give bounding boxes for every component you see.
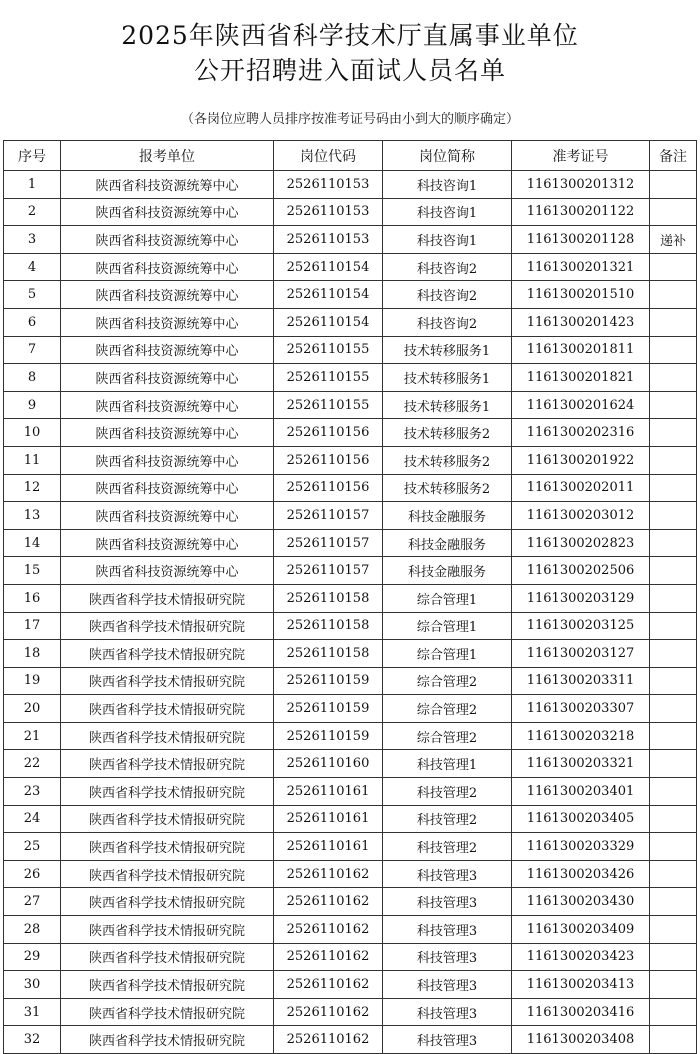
cell-unit: 陕西省科学技术情报研究院 [61, 805, 274, 833]
table-row [4, 943, 697, 971]
table-row [4, 281, 697, 309]
cell-seq: 30 [4, 971, 61, 999]
table-row [4, 502, 697, 530]
cell-post-code: 2526110158 [274, 640, 383, 668]
cell-seq: 27 [4, 888, 61, 916]
cell-post-code: 2526110156 [274, 446, 383, 474]
cell-post-name: 科技咨询2 [383, 281, 512, 309]
cell-remark [650, 640, 697, 668]
cell-exam-number: 1161300201321 [512, 253, 650, 281]
cell-seq: 3 [4, 226, 61, 254]
cell-post-name: 技术转移服务2 [383, 474, 512, 502]
table-row [4, 226, 697, 254]
cell-post-code: 2526110162 [274, 888, 383, 916]
cell-remark [650, 336, 697, 364]
table-row [4, 805, 697, 833]
table-row [4, 391, 697, 419]
cell-post-code: 2526110161 [274, 833, 383, 861]
cell-exam-number: 1161300201423 [512, 308, 650, 336]
cell-unit: 陕西省科学技术情报研究院 [61, 943, 274, 971]
cell-post-name: 科技管理3 [383, 916, 512, 944]
cell-unit: 陕西省科学技术情报研究院 [61, 1026, 274, 1054]
cell-remark [650, 419, 697, 447]
cell-post-name: 科技管理3 [383, 1026, 512, 1054]
cell-unit: 陕西省科学技术情报研究院 [61, 916, 274, 944]
cell-remark [650, 722, 697, 750]
cell-seq: 1 [4, 171, 61, 199]
cell-post-code: 2526110157 [274, 557, 383, 585]
cell-post-code: 2526110153 [274, 171, 383, 199]
cell-seq: 32 [4, 1026, 61, 1054]
table-row [4, 971, 697, 999]
cell-post-name: 综合管理1 [383, 612, 512, 640]
title-line-1: 2025年陕西省科学技术厅直属事业单位 [121, 21, 579, 50]
cell-seq: 13 [4, 502, 61, 530]
cell-post-code: 2526110162 [274, 943, 383, 971]
table-row [4, 364, 697, 392]
cell-post-name: 综合管理2 [383, 695, 512, 723]
cell-exam-number: 1161300201811 [512, 336, 650, 364]
cell-post-code: 2526110162 [274, 916, 383, 944]
cell-post-name: 科技管理2 [383, 833, 512, 861]
cell-exam-number: 1161300203430 [512, 888, 650, 916]
cell-unit: 陕西省科学技术情报研究院 [61, 888, 274, 916]
table-row [4, 446, 697, 474]
table-row [4, 308, 697, 336]
cell-post-name: 综合管理2 [383, 722, 512, 750]
cell-unit: 陕西省科学技术情报研究院 [61, 584, 274, 612]
cell-remark [650, 750, 697, 778]
cell-remark [650, 778, 697, 806]
cell-unit: 陕西省科学技术情报研究院 [61, 640, 274, 668]
table-row [4, 529, 697, 557]
cell-remark [650, 833, 697, 861]
cell-remark [650, 971, 697, 999]
table-row [4, 253, 697, 281]
cell-post-name: 科技管理3 [383, 943, 512, 971]
cell-remark [650, 1026, 697, 1054]
cell-remark [650, 502, 697, 530]
cell-seq: 20 [4, 695, 61, 723]
subtitle-note: （各岗位应聘人员排序按准考证号码由小到大的顺序确定） [180, 112, 519, 127]
cell-post-code: 2526110156 [274, 474, 383, 502]
cell-exam-number: 1161300202011 [512, 474, 650, 502]
cell-unit: 陕西省科学技术情报研究院 [61, 722, 274, 750]
cell-seq: 26 [4, 860, 61, 888]
cell-post-name: 科技管理3 [383, 860, 512, 888]
cell-unit: 陕西省科技资源统筹中心 [61, 474, 274, 502]
cell-seq: 9 [4, 391, 61, 419]
table-row [4, 171, 697, 199]
cell-post-name: 科技管理3 [383, 888, 512, 916]
cell-unit: 陕西省科技资源统筹中心 [61, 308, 274, 336]
cell-post-name: 技术转移服务1 [383, 336, 512, 364]
cell-exam-number: 1161300201312 [512, 171, 650, 199]
cell-post-name: 技术转移服务2 [383, 446, 512, 474]
cell-seq: 29 [4, 943, 61, 971]
cell-remark [650, 860, 697, 888]
cell-post-code: 2526110155 [274, 364, 383, 392]
cell-exam-number: 1161300201624 [512, 391, 650, 419]
cell-remark: 递补 [650, 226, 697, 254]
cell-post-name: 综合管理1 [383, 584, 512, 612]
table-row [4, 557, 697, 585]
table-row [4, 640, 697, 668]
cell-exam-number: 1161300203408 [512, 1026, 650, 1054]
cell-exam-number: 1161300203405 [512, 805, 650, 833]
table-row [4, 667, 697, 695]
cell-seq: 17 [4, 612, 61, 640]
cell-remark [650, 253, 697, 281]
table-header-row [4, 141, 697, 171]
cell-unit: 陕西省科学技术情报研究院 [61, 860, 274, 888]
cell-post-code: 2526110162 [274, 998, 383, 1026]
cell-exam-number: 1161300203426 [512, 860, 650, 888]
cell-seq: 23 [4, 778, 61, 806]
cell-remark [650, 391, 697, 419]
cell-post-code: 2526110158 [274, 612, 383, 640]
cell-post-code: 2526110154 [274, 253, 383, 281]
cell-post-code: 2526110155 [274, 391, 383, 419]
cell-seq: 21 [4, 722, 61, 750]
interview-roster-table [3, 140, 697, 1054]
table-row [4, 888, 697, 916]
cell-remark [650, 557, 697, 585]
cell-unit: 陕西省科学技术情报研究院 [61, 833, 274, 861]
cell-post-code: 2526110162 [274, 971, 383, 999]
cell-post-code: 2526110157 [274, 502, 383, 530]
cell-unit: 陕西省科技资源统筹中心 [61, 557, 274, 585]
cell-seq: 22 [4, 750, 61, 778]
table-row [4, 612, 697, 640]
cell-seq: 12 [4, 474, 61, 502]
cell-post-name: 综合管理1 [383, 640, 512, 668]
cell-seq: 14 [4, 529, 61, 557]
cell-exam-number: 1161300203129 [512, 584, 650, 612]
cell-exam-number: 1161300201122 [512, 198, 650, 226]
header-post: 岗位简称 [383, 141, 512, 171]
cell-post-name: 科技咨询1 [383, 198, 512, 226]
cell-seq: 15 [4, 557, 61, 585]
cell-post-name: 科技咨询1 [383, 226, 512, 254]
cell-exam-number: 1161300203012 [512, 502, 650, 530]
cell-seq: 6 [4, 308, 61, 336]
table-row [4, 474, 697, 502]
cell-remark [650, 888, 697, 916]
table-row [4, 419, 697, 447]
cell-seq: 11 [4, 446, 61, 474]
header-note: 备注 [650, 141, 697, 171]
cell-post-code: 2526110159 [274, 722, 383, 750]
cell-unit: 陕西省科学技术情报研究院 [61, 667, 274, 695]
cell-unit: 陕西省科技资源统筹中心 [61, 171, 274, 199]
cell-post-code: 2526110162 [274, 860, 383, 888]
cell-exam-number: 1161300203307 [512, 695, 650, 723]
cell-post-name: 科技咨询2 [383, 308, 512, 336]
cell-unit: 陕西省科技资源统筹中心 [61, 281, 274, 309]
cell-post-code: 2526110153 [274, 198, 383, 226]
cell-post-code: 2526110159 [274, 667, 383, 695]
cell-seq: 18 [4, 640, 61, 668]
cell-unit: 陕西省科学技术情报研究院 [61, 750, 274, 778]
cell-exam-number: 1161300203413 [512, 971, 650, 999]
cell-remark [650, 281, 697, 309]
cell-seq: 28 [4, 916, 61, 944]
title-line-2: 公开招聘进入面试人员名单 [193, 56, 506, 85]
cell-post-name: 技术转移服务1 [383, 391, 512, 419]
cell-post-name: 科技管理2 [383, 778, 512, 806]
cell-post-code: 2526110161 [274, 778, 383, 806]
cell-remark [650, 612, 697, 640]
cell-unit: 陕西省科技资源统筹中心 [61, 336, 274, 364]
cell-remark [650, 916, 697, 944]
cell-post-code: 2526110155 [274, 336, 383, 364]
cell-post-code: 2526110161 [274, 805, 383, 833]
cell-seq: 31 [4, 998, 61, 1026]
cell-seq: 19 [4, 667, 61, 695]
cell-seq: 8 [4, 364, 61, 392]
cell-exam-number: 1161300203127 [512, 640, 650, 668]
cell-post-name: 科技金融服务 [383, 502, 512, 530]
cell-post-code: 2526110158 [274, 584, 383, 612]
cell-unit: 陕西省科技资源统筹中心 [61, 529, 274, 557]
table-row [4, 916, 697, 944]
cell-exam-number: 1161300202823 [512, 529, 650, 557]
cell-seq: 5 [4, 281, 61, 309]
cell-exam-number: 1161300203321 [512, 750, 650, 778]
cell-remark [650, 805, 697, 833]
cell-exam-number: 1161300203311 [512, 667, 650, 695]
table-row [4, 584, 697, 612]
cell-post-name: 技术转移服务2 [383, 419, 512, 447]
cell-post-code: 2526110154 [274, 281, 383, 309]
cell-exam-number: 1161300203401 [512, 778, 650, 806]
header-code: 岗位代码 [274, 141, 383, 171]
cell-remark [650, 198, 697, 226]
cell-unit: 陕西省科技资源统筹中心 [61, 364, 274, 392]
cell-unit: 陕西省科技资源统筹中心 [61, 253, 274, 281]
cell-unit: 陕西省科技资源统筹中心 [61, 226, 274, 254]
cell-post-code: 2526110154 [274, 308, 383, 336]
table-row [4, 998, 697, 1026]
cell-remark [650, 308, 697, 336]
cell-post-code: 2526110162 [274, 1026, 383, 1054]
cell-exam-number: 1161300203218 [512, 722, 650, 750]
cell-post-code: 2526110153 [274, 226, 383, 254]
cell-remark [650, 364, 697, 392]
cell-unit: 陕西省科学技术情报研究院 [61, 998, 274, 1026]
cell-unit: 陕西省科学技术情报研究院 [61, 612, 274, 640]
table-row [4, 1026, 697, 1054]
cell-post-name: 科技咨询1 [383, 171, 512, 199]
cell-exam-number: 1161300201922 [512, 446, 650, 474]
cell-unit: 陕西省科学技术情报研究院 [61, 778, 274, 806]
cell-unit: 陕西省科技资源统筹中心 [61, 419, 274, 447]
cell-post-name: 科技咨询2 [383, 253, 512, 281]
table-row [4, 198, 697, 226]
cell-unit: 陕西省科技资源统筹中心 [61, 502, 274, 530]
cell-remark [650, 998, 697, 1026]
cell-unit: 陕西省科技资源统筹中心 [61, 446, 274, 474]
cell-exam-number: 1161300203416 [512, 998, 650, 1026]
cell-exam-number: 1161300201821 [512, 364, 650, 392]
cell-post-name: 科技管理2 [383, 805, 512, 833]
cell-exam-number: 1161300203409 [512, 916, 650, 944]
cell-remark [650, 584, 697, 612]
cell-post-name: 科技管理1 [383, 750, 512, 778]
cell-post-name: 综合管理2 [383, 667, 512, 695]
table-row [4, 722, 697, 750]
cell-seq: 25 [4, 833, 61, 861]
cell-remark [650, 943, 697, 971]
cell-exam-number: 1161300203423 [512, 943, 650, 971]
cell-post-code: 2526110159 [274, 695, 383, 723]
table-row [4, 695, 697, 723]
cell-remark [650, 529, 697, 557]
cell-seq: 24 [4, 805, 61, 833]
cell-post-name: 科技金融服务 [383, 557, 512, 585]
cell-post-name: 科技金融服务 [383, 529, 512, 557]
cell-post-code: 2526110160 [274, 750, 383, 778]
cell-post-name: 技术转移服务1 [383, 364, 512, 392]
cell-post-name: 科技管理3 [383, 971, 512, 999]
cell-remark [650, 446, 697, 474]
table-row [4, 336, 697, 364]
cell-unit: 陕西省科技资源统筹中心 [61, 391, 274, 419]
table-row [4, 833, 697, 861]
cell-remark [650, 667, 697, 695]
header-unit: 报考单位 [61, 141, 274, 171]
cell-unit: 陕西省科学技术情报研究院 [61, 695, 274, 723]
header-seq: 序号 [4, 141, 61, 171]
cell-seq: 4 [4, 253, 61, 281]
cell-seq: 10 [4, 419, 61, 447]
table-row [4, 778, 697, 806]
cell-exam-number: 1161300203125 [512, 612, 650, 640]
cell-remark [650, 474, 697, 502]
cell-remark [650, 171, 697, 199]
cell-seq: 7 [4, 336, 61, 364]
cell-seq: 16 [4, 584, 61, 612]
cell-exam-number: 1161300202316 [512, 419, 650, 447]
cell-exam-number: 1161300201510 [512, 281, 650, 309]
table-body [4, 171, 697, 1054]
cell-exam-number: 1161300201128 [512, 226, 650, 254]
cell-post-code: 2526110156 [274, 419, 383, 447]
table-row [4, 750, 697, 778]
cell-exam-number: 1161300203329 [512, 833, 650, 861]
cell-remark [650, 695, 697, 723]
cell-post-name: 科技管理3 [383, 998, 512, 1026]
cell-post-code: 2526110157 [274, 529, 383, 557]
cell-unit: 陕西省科学技术情报研究院 [61, 971, 274, 999]
table-row [4, 860, 697, 888]
header-exam: 准考证号 [512, 141, 650, 171]
cell-seq: 2 [4, 198, 61, 226]
cell-unit: 陕西省科技资源统筹中心 [61, 198, 274, 226]
cell-exam-number: 1161300202506 [512, 557, 650, 585]
